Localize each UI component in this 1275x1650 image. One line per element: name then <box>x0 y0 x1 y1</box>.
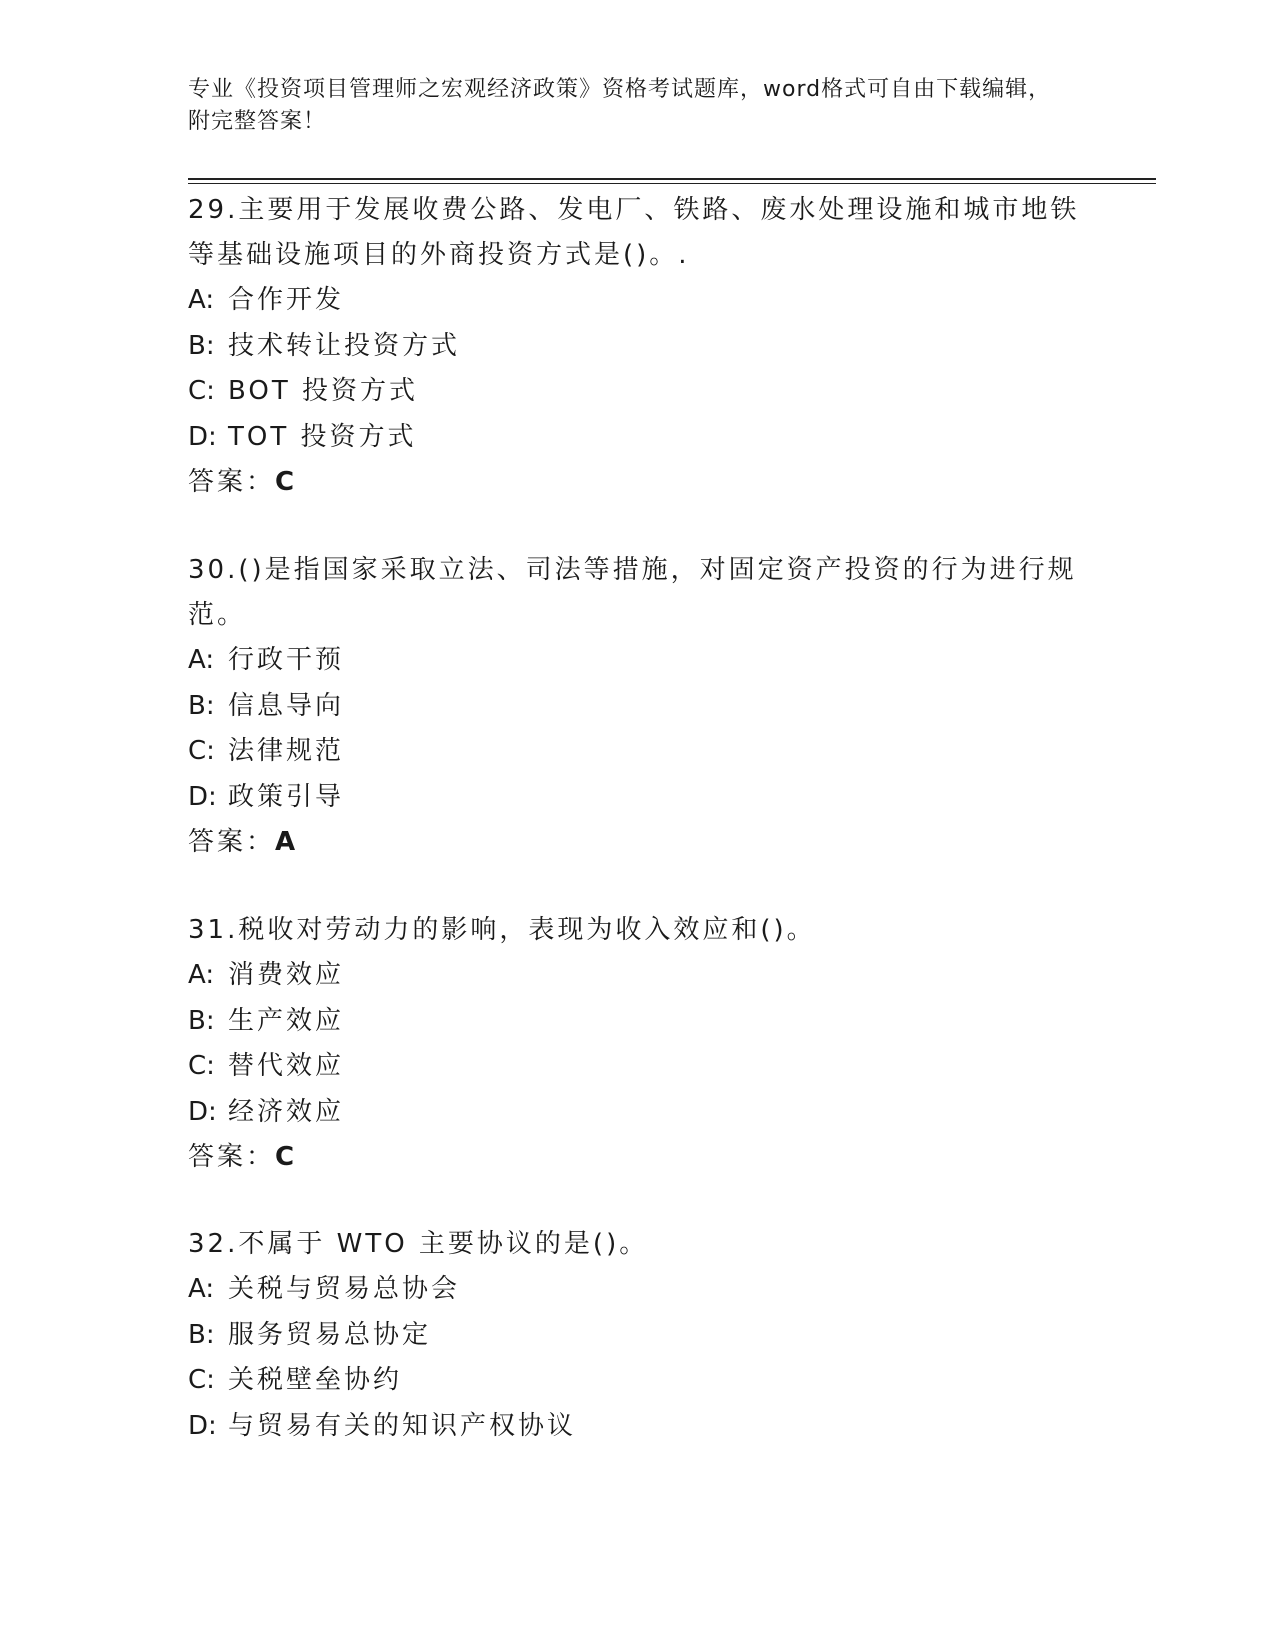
question-32 <box>188 1222 1088 1449</box>
option-key: A: <box>188 285 215 315</box>
option-key: C: <box>188 376 215 406</box>
option-c <box>188 729 1088 775</box>
option-key: B: <box>188 330 215 361</box>
option-text: 信息导向 <box>228 690 345 721</box>
option-text: 服务贸易总协定 <box>228 1319 432 1350</box>
question-stem: 31.税收对劳动力的影响，表现为收入效应和()。 <box>188 915 816 945</box>
option-b <box>188 324 1088 370</box>
option-a <box>188 1267 1088 1313</box>
answer-label: 答案： <box>188 467 276 497</box>
question-stem: 30.()是指国家采取立法、司法等措施，对固定资产投资的行为进行规范。 <box>188 555 1077 630</box>
option-b <box>188 684 1088 730</box>
answer-value: C <box>275 467 296 497</box>
answer-label: 答案： <box>188 827 276 857</box>
option-key: D: <box>188 781 217 812</box>
option-text: 法律规范 <box>228 736 345 766</box>
question-31 <box>188 908 1088 1180</box>
document-intro: 专业《投资项目管理师之宏观经济政策》资格考试题库，word格式可自由下载编辑，附完整答案！ <box>188 77 1052 134</box>
option-text: 替代效应 <box>228 1051 345 1081</box>
option-text: 消费效应 <box>228 960 345 990</box>
header-divider-thin <box>188 183 1156 184</box>
option-text: 关税壁垒协约 <box>228 1365 403 1395</box>
option-a <box>188 278 1088 324</box>
option-d <box>188 775 1088 821</box>
option-text: 行政干预 <box>228 645 345 675</box>
option-key: A: <box>188 960 215 990</box>
option-text: BOT 投资方式 <box>228 376 418 406</box>
option-c <box>188 1044 1088 1090</box>
option-key: B: <box>188 1319 215 1350</box>
answer-line <box>188 460 1088 505</box>
option-text: 技术转让投资方式 <box>228 330 461 361</box>
header-divider <box>188 178 1156 180</box>
answer-line <box>188 820 1088 865</box>
question-30 <box>188 548 1088 865</box>
question-stem: 29.主要用于发展收费公路、发电厂、铁路、废水处理设施和城市地铁等基础设施项目的外商投资方式是()。. <box>188 195 1080 270</box>
option-text: 生产效应 <box>228 1005 345 1036</box>
option-key: B: <box>188 690 215 721</box>
option-text: TOT 投资方式 <box>228 421 417 452</box>
option-key: C: <box>188 1051 215 1081</box>
question-stem: 32.不属于 WTO 主要协议的是()。 <box>188 1229 649 1259</box>
option-d <box>188 415 1088 461</box>
option-key: A: <box>188 645 215 675</box>
answer-value: A <box>275 827 297 857</box>
option-d <box>188 1404 1088 1450</box>
option-text: 与贸易有关的知识产权协议 <box>228 1410 577 1441</box>
option-key: D: <box>188 1410 217 1441</box>
option-c <box>188 369 1088 415</box>
option-key: D: <box>188 421 217 452</box>
option-d <box>188 1090 1088 1136</box>
answer-line <box>188 1135 1088 1180</box>
option-text: 合作开发 <box>228 285 345 315</box>
option-text: 经济效应 <box>228 1096 345 1127</box>
option-a <box>188 953 1088 999</box>
option-c <box>188 1358 1088 1404</box>
option-key: C: <box>188 736 215 766</box>
option-a <box>188 638 1088 684</box>
answer-value: C <box>275 1142 296 1172</box>
option-key: C: <box>188 1365 215 1395</box>
option-text: 政策引导 <box>228 781 345 812</box>
option-b <box>188 1313 1088 1359</box>
option-key: B: <box>188 1005 215 1036</box>
option-text: 关税与贸易总协会 <box>228 1274 461 1304</box>
option-key: A: <box>188 1274 215 1304</box>
answer-label: 答案： <box>188 1142 276 1172</box>
question-29 <box>188 188 1088 505</box>
option-key: D: <box>188 1096 217 1127</box>
option-b <box>188 999 1088 1045</box>
